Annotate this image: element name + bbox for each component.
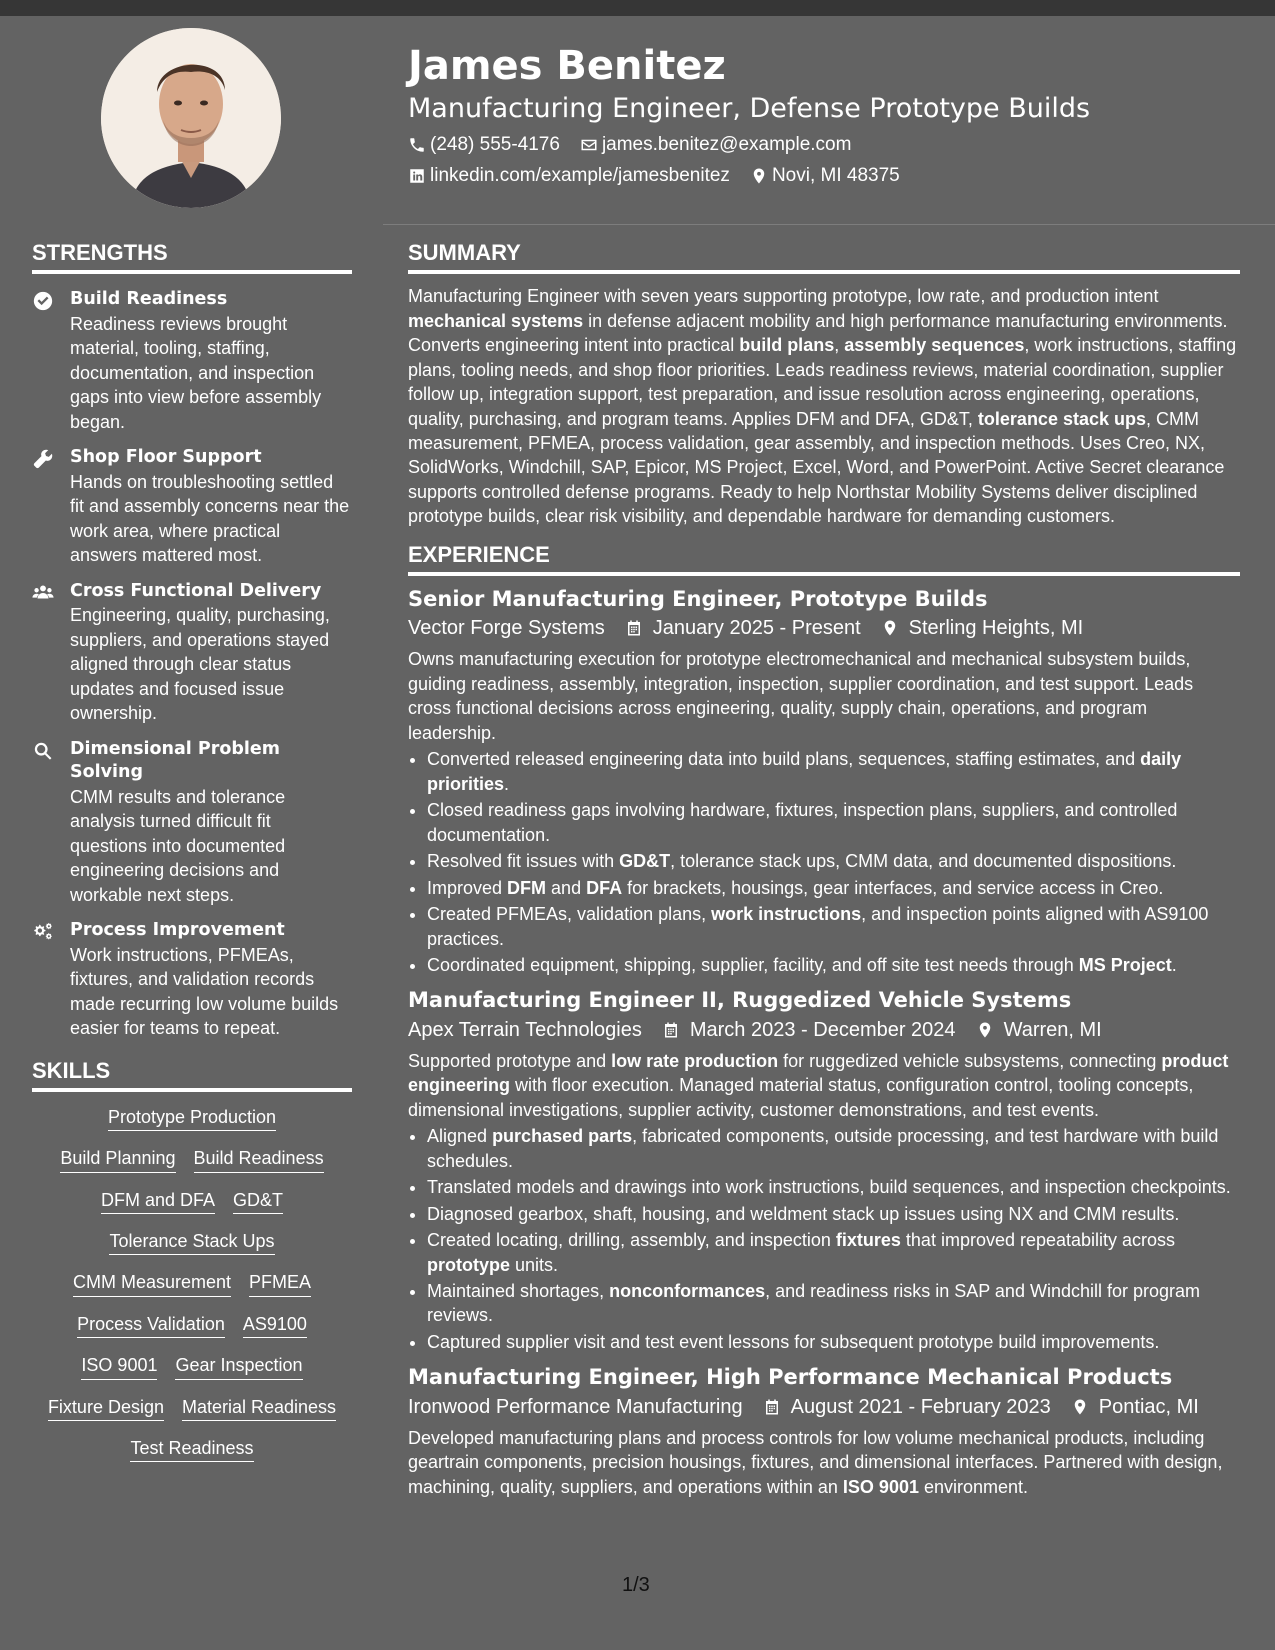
job-location: Warren, MI (1003, 1018, 1102, 1041)
job-location: Pontiac, MI (1098, 1395, 1199, 1418)
phone-text: (248) 555-4176 (430, 134, 560, 155)
contact-linkedin[interactable] (408, 165, 730, 187)
calendar-icon (763, 1398, 781, 1416)
bullet-item: • Created locating, drilling, assembly, and inspection fixtures that improved repeatability across prototype units. (427, 1228, 1240, 1277)
map-pin-icon (1071, 1398, 1089, 1416)
job-dates: January 2025 - Present (652, 617, 861, 640)
job-title: Manufacturing Engineer II, Ruggedized Vehicle Systems (408, 988, 1072, 1013)
skill-tag: Gear Inspection (175, 1354, 302, 1379)
email-text: james.benitez@example.com (601, 134, 852, 155)
strength-title: Process Improvement (70, 920, 285, 941)
contact-row-1 (408, 134, 865, 156)
bullet-item: • Resolved fit issues with GD&T, tolerance stack ups, CMM data, and documented dispositions. (427, 849, 1240, 873)
contact-row-2 (408, 165, 914, 187)
strength-desc: Readiness reviews brought material, tooling, staffing, documentation, and inspection gaps into view before assembly began. (70, 313, 322, 432)
emphasis-text: nonconformances (609, 1280, 766, 1301)
skill-tag: Material Readiness (182, 1396, 336, 1421)
wrench-icon (32, 448, 54, 470)
emphasis-text: DFA (586, 877, 623, 898)
strength-item (32, 288, 352, 434)
job-location: Sterling Heights, MI (908, 617, 1084, 640)
viewer-top-bar (0, 0, 1275, 16)
skill-row (32, 1313, 352, 1338)
page-number: 1/3 (622, 1574, 650, 1596)
strength-title: Build Readiness (70, 289, 228, 310)
job-entry (408, 1364, 1240, 1499)
job-description: Supported prototype and low rate production for ruggedized vehicle subsystems, connecting product engineering with floor execution. Managed material status, configuration control, tooling concepts, dimensional investigations, supplier activity, customer demonstrations, and test events. (408, 1050, 1229, 1120)
skill-row (32, 1271, 352, 1296)
profile-photo (101, 28, 281, 208)
calendar-icon (625, 619, 643, 637)
bullet-item: • Improved DFM and DFA for brackets, housings, gear interfaces, and service access in Creo. (427, 876, 1240, 900)
skill-tag: ISO 9001 (81, 1354, 157, 1379)
skill-row (32, 1396, 352, 1421)
strength-item (32, 580, 352, 726)
skill-row (32, 1230, 352, 1255)
experience-heading: EXPERIENCE (408, 543, 1240, 576)
skill-tag: Test Readiness (130, 1437, 253, 1462)
strength-desc: CMM results and tolerance analysis turned difficult fit questions into documented engineering decisions and workable next steps. (70, 786, 286, 905)
bullet-item: • Captured supplier visit and test event lessons for subsequent prototype build improvements. (427, 1330, 1240, 1354)
strength-title: Shop Floor Support (70, 447, 262, 468)
bullet-item: • Closed readiness gaps involving hardware, fixtures, inspection plans, suppliers, and controlled documentation. (427, 798, 1240, 847)
emphasis-text: GD&T (619, 851, 671, 872)
contact-email[interactable] (580, 134, 852, 156)
emphasis-text: purchased parts (492, 1126, 633, 1147)
strength-desc: Work instructions, PFMEAs, fixtures, and validation records made recurring low volume builds easier for teams to repeat. (70, 944, 339, 1039)
strength-desc: Engineering, quality, purchasing, suppliers, and operations stayed aligned through clear status updates and focused issue ownership. (70, 605, 330, 724)
emphasis-text: assembly sequences (844, 335, 1025, 356)
header-divider (383, 224, 1275, 225)
skills-heading: SKILLS (32, 1059, 352, 1092)
emphasis-text: mechanical systems (408, 310, 584, 331)
envelope-icon (580, 136, 598, 154)
emphasis-text: prototype (427, 1254, 510, 1275)
skill-tag: Prototype Production (108, 1106, 276, 1131)
right-column (408, 241, 1240, 1499)
job-title: Senior Manufacturing Engineer, Prototype Builds (408, 587, 988, 612)
bullet-item: • Aligned purchased parts, fabricated components, outside processing, and test hardware with build schedules. (427, 1124, 1240, 1173)
bullet-item: • Translated models and drawings into work instructions, build sequences, and inspection checkpoints. (427, 1175, 1240, 1199)
contact-location (750, 165, 900, 187)
bullet-item: • Coordinated equipment, shipping, supplier, facility, and off site test needs through MS Project. (427, 953, 1240, 977)
skill-tag: Build Planning (60, 1147, 175, 1172)
job-bullets (408, 747, 1240, 977)
bullet-item: • Diagnosed gearbox, shaft, housing, and weldment stack up issues using NX and CMM results. (427, 1202, 1240, 1226)
phone-icon (408, 136, 426, 154)
emphasis-text: product engineering (408, 1050, 1229, 1096)
job-company: Vector Forge Systems (408, 617, 605, 640)
emphasis-text: low rate production (611, 1050, 779, 1071)
job-description: Developed manufacturing plans and process controls for low volume mechanical products, including geartrain components, precision housings, fixtures, and dimensional interfaces. Partnered with design, machining, quality, suppliers, and operations within an ISO 9001 environment. (408, 1427, 1223, 1497)
strength-title: Cross Functional Delivery (70, 580, 322, 601)
calendar-icon-wrap (763, 1398, 781, 1416)
skill-row (32, 1189, 352, 1214)
map-pin-icon (881, 619, 899, 637)
users-icon (32, 582, 54, 604)
strengths-heading: STRENGTHS (32, 241, 352, 274)
check-circle-icon (32, 290, 54, 312)
gears-icon (32, 921, 54, 943)
bullet-item: • Converted released engineering data into build plans, sequences, staffing estimates, and daily priorities. (427, 747, 1240, 796)
location-text: Novi, MI 48375 (771, 165, 900, 186)
emphasis-text: MS Project (1078, 954, 1172, 975)
job-dates: March 2023 - December 2024 (689, 1018, 956, 1041)
bullet-item: • Created PFMEAs, validation plans, work instructions, and inspection points aligned with AS9100 practices. (427, 902, 1240, 951)
job-meta (408, 1015, 1240, 1045)
skill-tag: DFM and DFA (101, 1189, 215, 1214)
strengths-list (32, 288, 352, 1041)
candidate-headline: Manufacturing Engineer, Defense Prototype Builds (408, 93, 1091, 124)
calendar-icon-wrap (625, 619, 643, 637)
strength-item (32, 446, 352, 568)
job-title: Manufacturing Engineer, High Performance Mechanical Products (408, 1365, 1173, 1390)
skill-tag: GD&T (233, 1189, 283, 1214)
strength-title: Dimensional Problem Solving (70, 738, 280, 783)
candidate-name: James Benitez (408, 43, 726, 89)
calendar-icon (662, 1021, 680, 1039)
job-meta (408, 613, 1240, 643)
contact-phone[interactable] (408, 134, 560, 156)
skill-row (32, 1437, 352, 1462)
job-company: Ironwood Performance Manufacturing (408, 1395, 743, 1418)
job-dates: August 2021 - February 2023 (790, 1395, 1051, 1418)
map-pin-icon (976, 1021, 994, 1039)
skill-row (32, 1106, 352, 1131)
experience-list (408, 586, 1240, 1499)
skill-tag: Fixture Design (48, 1396, 164, 1421)
job-entry (408, 586, 1240, 977)
emphasis-text: build plans (739, 335, 835, 356)
emphasis-text: daily priorities (427, 749, 1182, 794)
skill-row (32, 1354, 352, 1379)
summary-text: Manufacturing Engineer with seven years supporting prototype, low rate, and production intent mechanical systems in defense adjacent mobility and high performance manufacturing environments. Converts engineering intent into practical build plans, assembly sequences, work instructions, staffing plans, tooling needs, and shop floor priorities. Leads readiness reviews, material coordination, supplier follow up, integration support, test preparation, and issue resolution across engineering, operations, quality, purchasing, and program teams. Applies DFM and DFA, GD&T, tolerance stack ups, CMM measurement, PFMEA, process validation, gear assembly, and inspection methods. Uses Creo, NX, SolidWorks, Windchill, SAP, Epicor, MS Project, Excel, Word, and PowerPoint. Active Secret clearance supports controlled defense programs. Ready to help Northstar Mobility Systems deliver disciplined prototype builds, clear risk visibility, and dependable hardware for demanding customers. (408, 286, 1237, 527)
skill-tag: CMM Measurement (73, 1271, 231, 1296)
strength-item (32, 919, 352, 1041)
job-entry (408, 987, 1240, 1354)
strength-desc: Hands on troubleshooting settled fit and assembly concerns near the work area, where practical answers mattered most. (70, 471, 350, 566)
emphasis-text: DFM (507, 877, 547, 898)
map-pin-icon (750, 167, 768, 185)
left-column (32, 241, 352, 1478)
linkedin-icon (408, 167, 426, 185)
linkedin-text: linkedin.com/example/jamesbenitez (430, 165, 730, 186)
skill-row (32, 1147, 352, 1172)
emphasis-text: fixtures (835, 1230, 901, 1251)
search-icon (32, 740, 54, 762)
emphasis-text: tolerance stack ups (977, 408, 1146, 429)
skill-tag: PFMEA (249, 1271, 311, 1296)
map-pin-icon-wrap (881, 619, 899, 637)
summary-heading: SUMMARY (408, 241, 1240, 274)
skill-tag: Tolerance Stack Ups (109, 1230, 274, 1255)
job-description: Owns manufacturing execution for prototype electromechanical and mechanical subsystem builds, guiding readiness, assembly, integration, inspection, supplier coordination, and test support. Leads cross functional decisions across engineering, quality, supply chain, operations, and program leadership. (408, 649, 1194, 743)
job-bullets (408, 1124, 1240, 1354)
job-meta (408, 1392, 1240, 1422)
calendar-icon-wrap (662, 1021, 680, 1039)
map-pin-icon-wrap (976, 1021, 994, 1039)
emphasis-text: ISO 9001 (842, 1476, 919, 1497)
skill-tag: AS9100 (243, 1313, 307, 1338)
bullet-item: • Maintained shortages, nonconformances, and readiness risks in SAP and Windchill for program reviews. (427, 1279, 1240, 1328)
map-pin-icon-wrap (1071, 1398, 1089, 1416)
skills-list (32, 1106, 352, 1463)
emphasis-text: work instructions (711, 904, 862, 925)
strength-item (32, 738, 352, 908)
job-company: Apex Terrain Technologies (408, 1018, 642, 1041)
skill-tag: Process Validation (77, 1313, 225, 1338)
skill-tag: Build Readiness (194, 1147, 324, 1172)
resume-page (0, 16, 1275, 1650)
